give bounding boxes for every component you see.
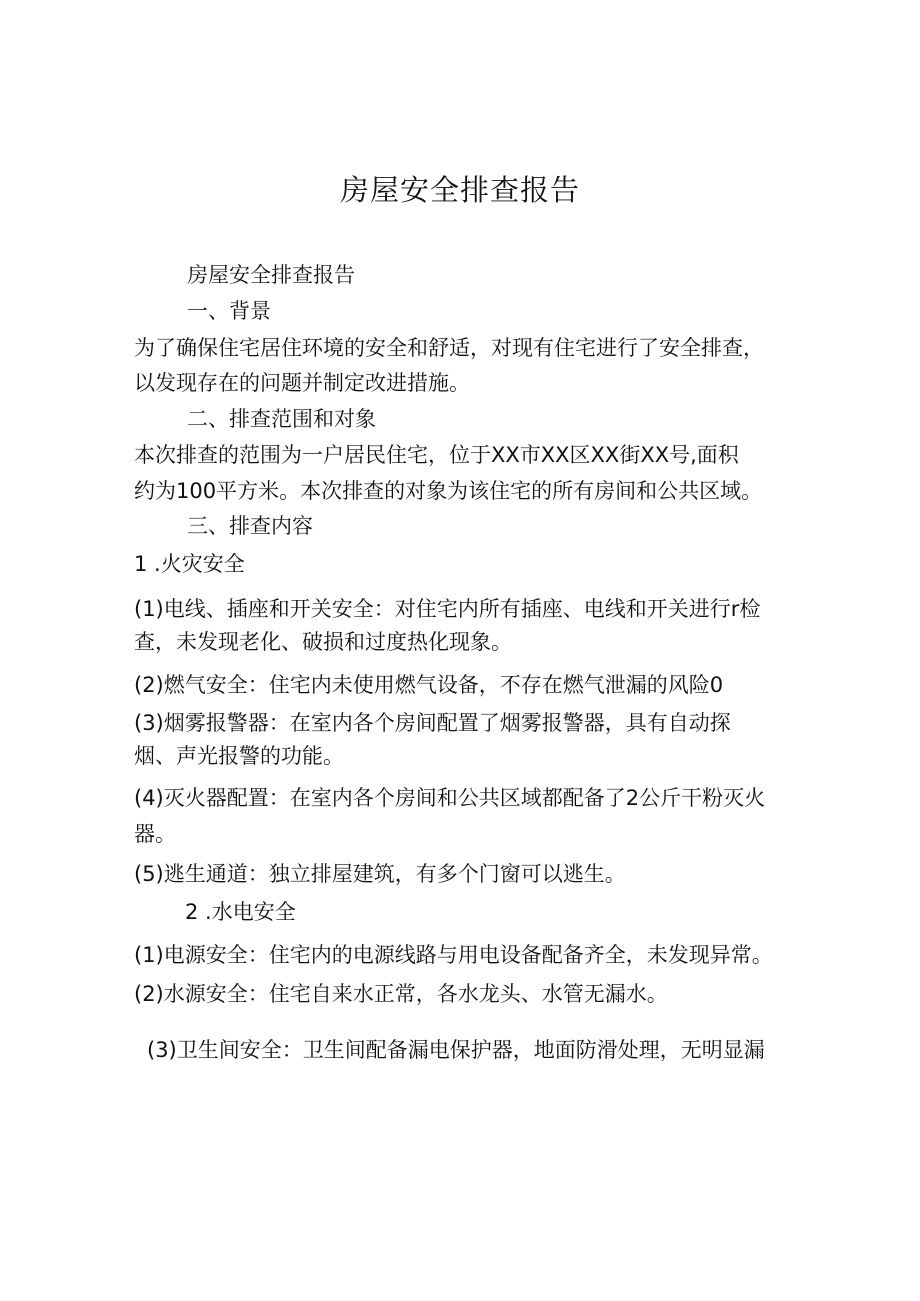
list-item-line: (3)烟雾报警器：在室内各个房间配置了烟雾报警器，具有自动探 [134,711,731,735]
list-item-line: (1)电源安全：住宅内的电源线路与用电设备配备齐全，未发现异常。 [134,943,773,967]
section-heading-scope: 二、排查范围和对象 [187,407,376,431]
list-item-line: (3)卫生间安全：卫生间配备漏电保护器，地面防滑处理，无明显漏 [147,1038,765,1062]
list-item-line: 烟、声光报警的功能。 [134,744,344,768]
document-title: 房屋安全排查报告 [339,173,580,207]
list-item-line: (2)水源安全：住宅自来水正常，各水龙头、水管无漏水。 [134,982,668,1006]
list-item-line: (2)燃气安全：住宅内未使用燃气设备，不存在燃气泄漏的风险0 [134,673,724,697]
paragraph-line: 约为100平方米。本次排查的对象为该住宅的所有房间和公共区域。 [134,479,763,503]
list-item-line: (5)逃生通道：独立排屋建筑，有多个门窗可以逃生。 [134,862,626,886]
subtitle-line: 房屋安全排查报告 [187,263,355,287]
list-item-line: (1)电线、插座和开关安全：对住宅内所有插座、电线和开关进行r检 [134,597,761,621]
subsection-heading-fire: 1 .火灾安全 [134,552,245,576]
subsection-heading-water-power: 2 .水电安全 [185,900,296,924]
list-item-line: 器。 [134,822,176,846]
paragraph-line: 为了确保住宅居住环境的安全和舒适，对现有住宅进行了安全排查， [134,336,764,360]
list-item-line: (4)灭火器配置：在室内各个房间和公共区域都配备了2公斤干粉灭火 [134,786,766,810]
paragraph-line: 以发现存在的问题并制定改进措施。 [134,371,470,395]
section-heading-background: 一、背景 [187,299,271,323]
section-heading-content: 三、排查内容 [187,514,313,538]
paragraph-line: 本次排查的范围为一户居民住宅，位于XX市XX区XX街XX号,面积 [134,443,739,467]
list-item-line: 查，未发现老化、破损和过度热化现象。 [134,630,512,654]
